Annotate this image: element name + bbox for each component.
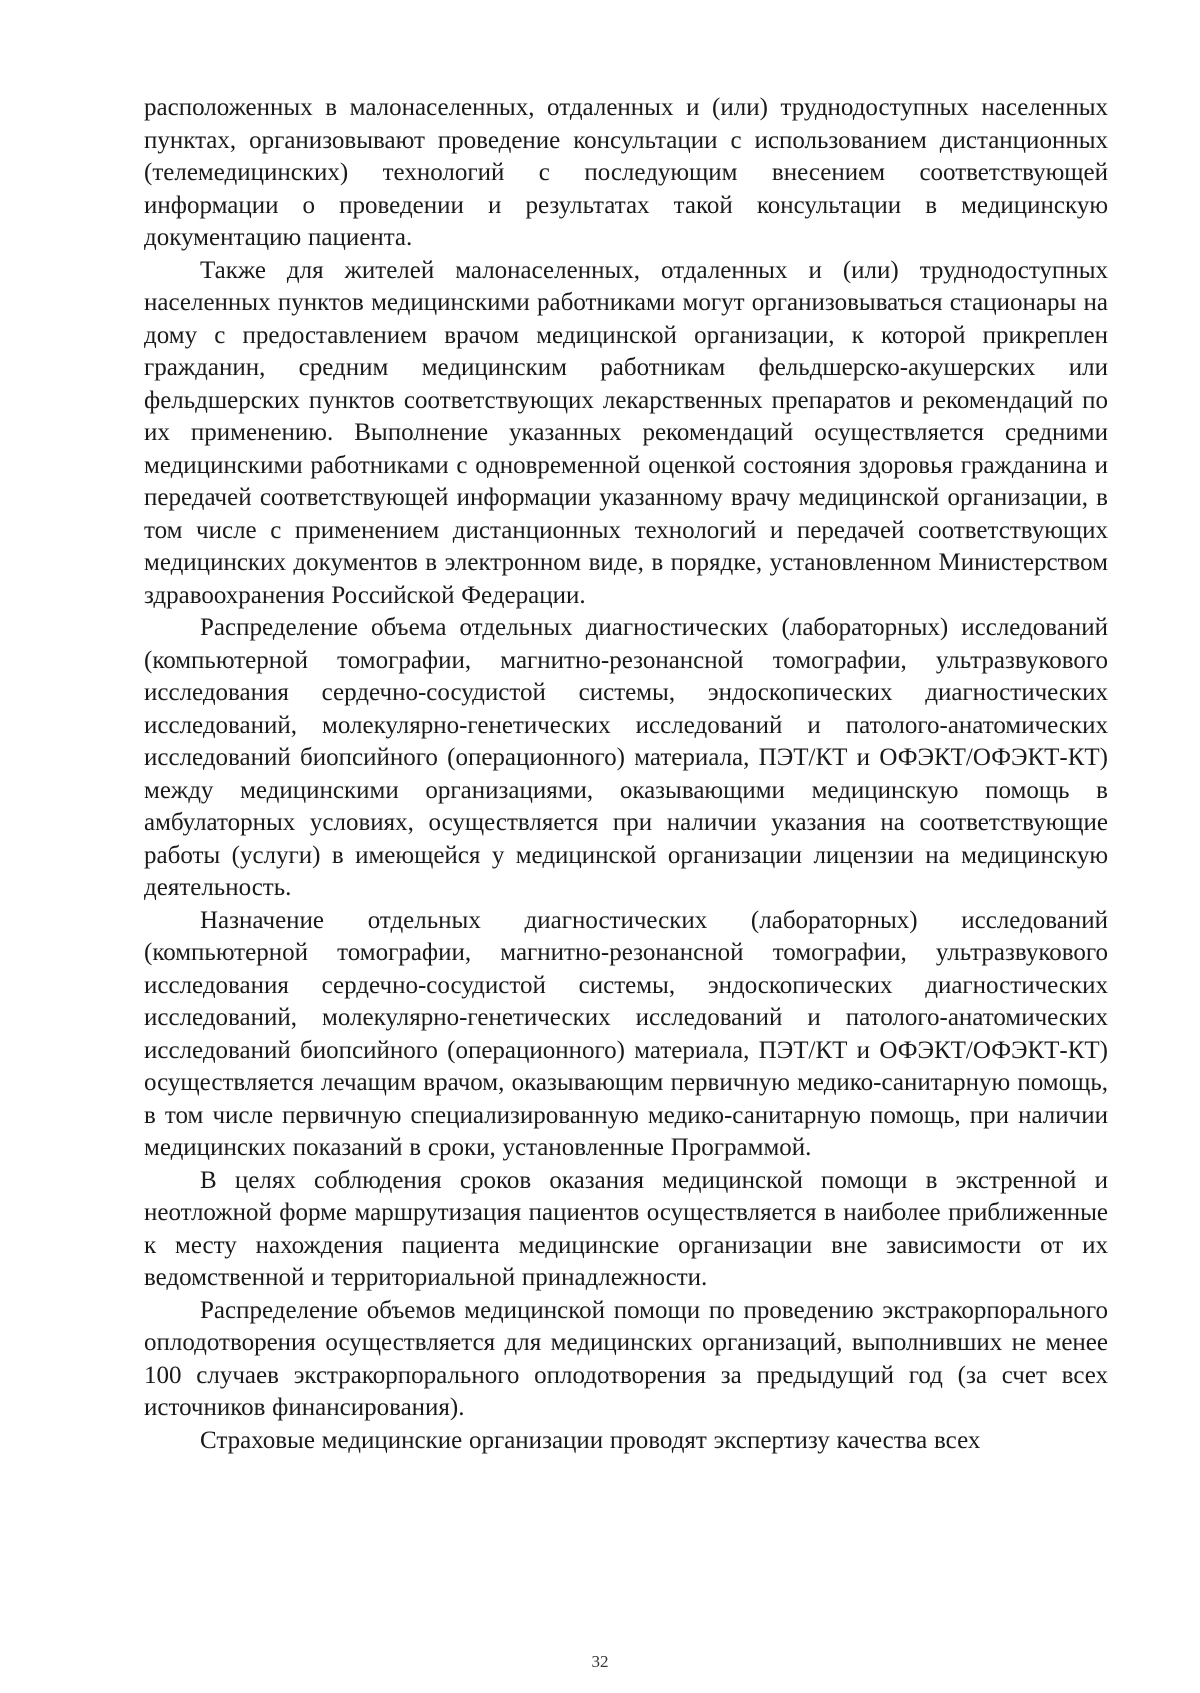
- paragraph-7: Страховые медицинские организации проводят экспертизу качества всех: [200, 1426, 981, 1454]
- paragraph-4: Назначение отдельных диагностических (лабораторных) исследований (компьютерной томографии, магнитно-резонансной томографии, ультразвукового исследования сердечно-сосудистой системы, эндоскопических диагностических исследований, молекулярно-генетических исследований и патолого-анатомических исследований биопсийного (операционного) материала, ПЭТ/КТ и ОФЭКТ/ОФЭКТ-КТ) осуществляется лечащим врачом, оказывающим первичную медико-санитарную помощь, в том числе первичную специализированную медико-санитарную помощь, при наличии медицинских показаний в сроки, установленные Программой.: [144, 906, 1108, 1161]
- paragraph-3: Распределение объема отдельных диагностических (лабораторных) исследований (компьютерной томографии, магнитно-резонансной томографии, ультразвукового исследования сердечно-сосудистой системы, эндоскопических диагностических исследований, молекулярно-генетических исследований и патолого-анатомических исследований биопсийного (операционного) материала, ПЭТ/КТ и ОФЭКТ/ОФЭКТ-КТ) между медицинскими организациями, оказывающими медицинскую помощь в амбулаторных условиях, осуществляется при наличии указания на соответствующие работы (услуги) в имеющейся у медицинской организации лицензии на медицинскую деятельность.: [144, 614, 1108, 901]
- paragraph-5: В целях соблюдения сроков оказания медицинской помощи в экстренной и неотложной форме маршрутизация пациентов осуществляется в наиболее приближенные к месту нахождения пациента медицинские организации вне зависимости от их ведомственной и территориальной принадлежности.: [144, 1166, 1108, 1291]
- page-number: 32: [591, 1652, 609, 1671]
- paragraph-6: Распределение объемов медицинской помощи по проведению экстракорпорального оплодотворения осуществляется для медицинских организаций, выполнивших не менее 100 случаев экстракорпорального оплодотворения за предыдущий год (за счет всех источников финансирования).: [144, 1296, 1108, 1421]
- paragraph-2: Также для жителей малонаселенных, отдаленных и (или) труднодоступных населенных пунктов медицинскими работниками могут организовываться стационары на дому с предоставлением врачом медицинской организации, к которой прикреплен гражданин, средним медицинским работникам фельдшерско-акушерских или фельдшерских пунктов соответствующих лекарственных препаратов и рекомендаций по их применению. Выполнение указанных рекомендаций осуществляется средними медицинскими работниками с одновременной оценкой состояния здоровья гражданина и передачей соответствующей информации указанному врачу медицинской организации, в том числе с применением дистанционных технологий и передачей соответствующих медицинских документов в электронном виде, в порядке, установленном Министерством здравоохранения Российской Федерации.: [144, 256, 1108, 609]
- document-body: [144, 92, 1108, 1457]
- paragraph-1: расположенных в малонаселенных, отдаленных и (или) труднодоступных населенных пунктах, организовывают проведение консультации с использованием дистанционных (телемедицинских) технологий с последующим внесением соответствующей информации о проведении и результатах такой консультации в медицинскую документацию пациента.: [144, 94, 1108, 251]
